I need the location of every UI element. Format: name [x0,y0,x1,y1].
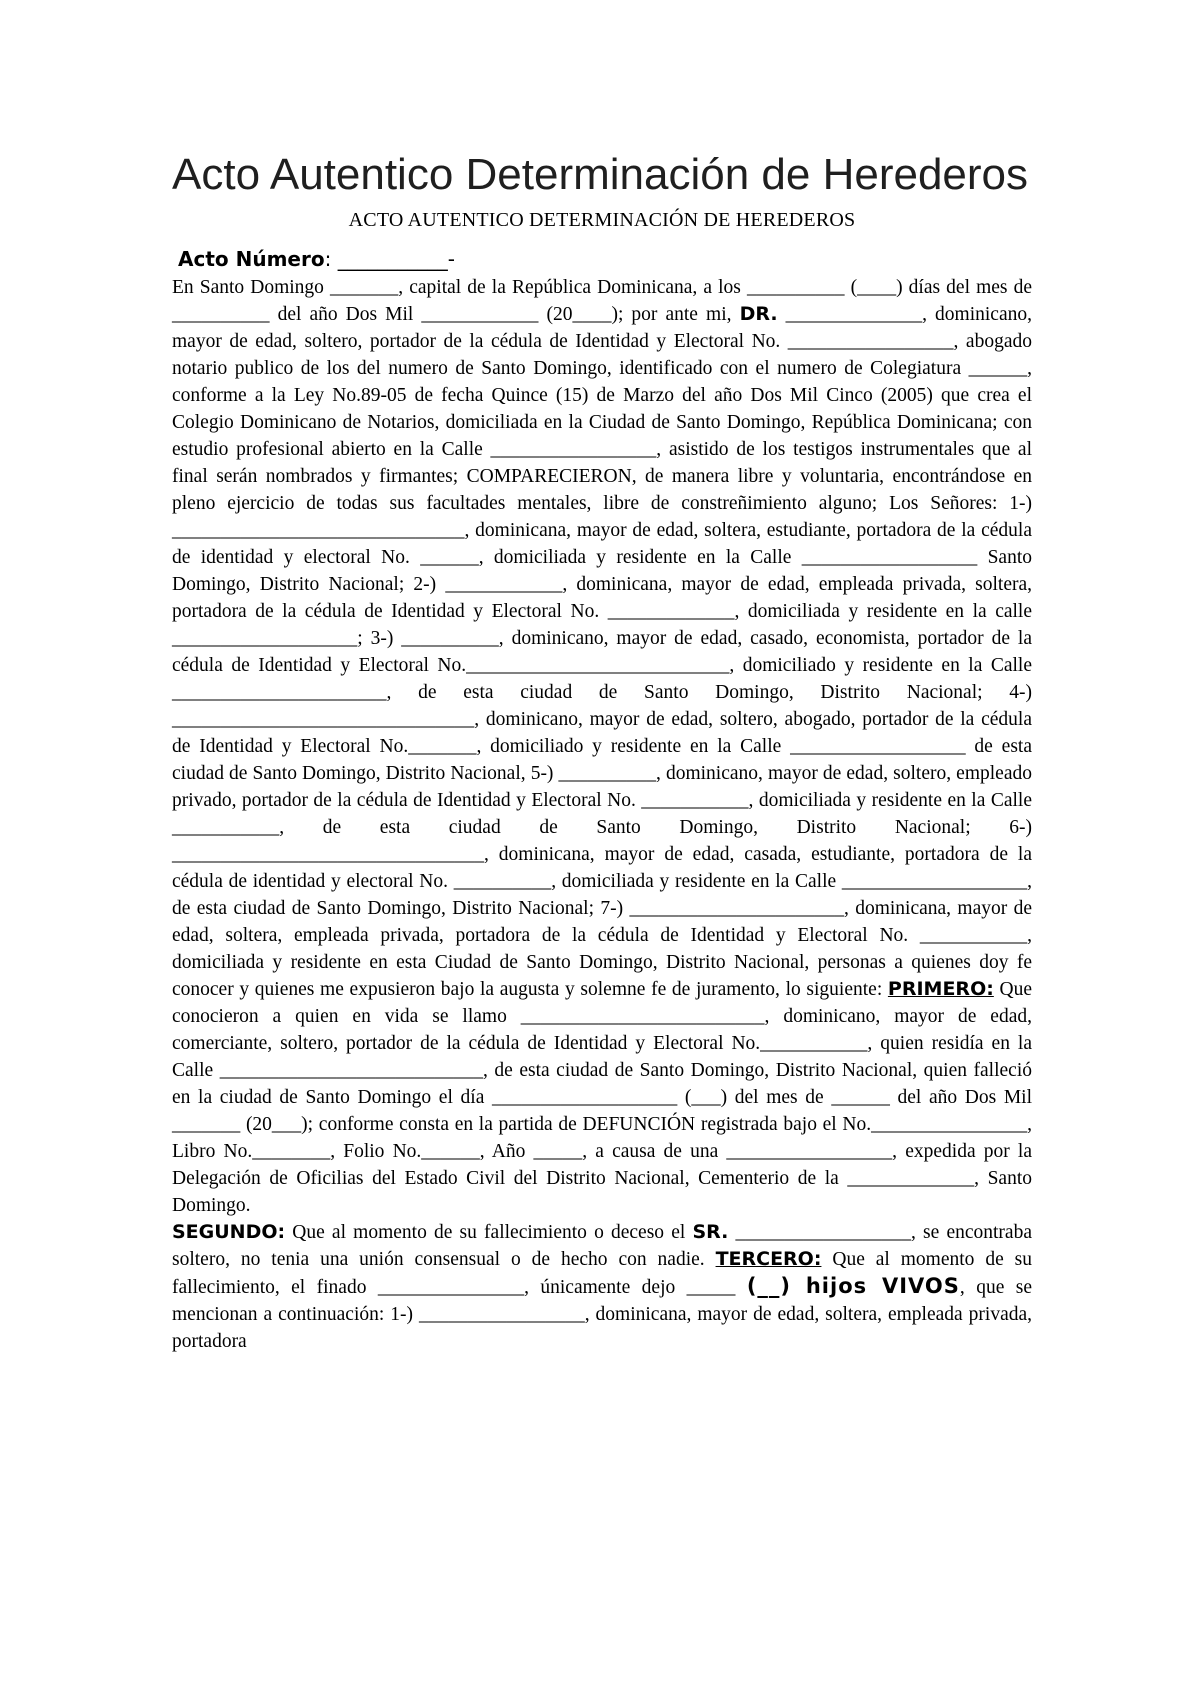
document-title: Acto Autentico Determinación de Herederos [172,150,1029,199]
acto-number-label: Acto Número [178,247,325,271]
primero-text: Que conocieron a quien en vida se llamo _________________________, dominicano, mayor de edad, comerciante, soltero, portador de la cédula de Identidad y Electoral No.___________, quien residía en la Calle ___________________________, de esta ciudad de Santo Domingo, Distrito Nacional, quien falleció en la ciudad de Santo Domingo el día ___________________ (___) del mes de ______ del año Dos Mil _______ (20___); conforme consta en la partida de DEFUNCIÓN registrada bajo el No.________________, Libro No.________, Folio No.______, Año _____, a causa de una _________________, expedida por la Delegación de Oficilias del Estado Civil del Distrito Nacional, Cementerio de la _____________, Santo Domingo. [172,979,1032,1216]
segundo-label: SEGUNDO: [172,1221,286,1243]
hijos-vivos-label: (__) hijos VIVOS [746,1274,960,1298]
primero-label: PRIMERO: [887,978,994,1000]
document-body [172,274,1032,1355]
segundo-text: Que al momento de su fallecimiento o deceso el [285,1222,693,1243]
dr-label: DR. [739,303,778,325]
acto-number-value: : ___________- [324,247,455,271]
segundo-text-2: __________________, se encontraba soltero, no tenia una unión consensual o de hecho con nadie. [172,1222,1032,1270]
body-paragraph-1 [172,274,1032,1219]
sr-label: SR. [692,1221,729,1243]
intro-text: En Santo Domingo _______, capital de la República Dominicana, a los __________ (____) días del mes de __________ del año Dos Mil ____________ (20____); por ante mi, [172,277,1032,325]
tercero-text: Que al momento de su fallecimiento, el finado _______________, únicamente dejo _____ [172,1249,1032,1298]
tercero-text-2: , que se mencionan a continuación: 1-) _________________, dominicana, mayor de edad, soltera, empleada privada, portadora [172,1277,1032,1352]
comparecientes-text: ______________, dominicano, mayor de edad, soltero, portador de la cédula de Identidad y Electoral No. _________________, abogado notario publico de los del numero de Santo Domingo, identificado con el numero de Colegiatura ______, conforme a la Ley No.89-05 de fecha Quince (15) de Marzo del año Dos Mil Cinco (2005) que crea el Colegio Dominicano de Notarios, domiciliada en la Ciudad de Santo Domingo, República Dominicana; con estudio profesional abierto en la Calle _________________, asistido de los testigos instrumentales que al final serán nombrados y firmantes; COMPARECIERON, de manera libre y voluntaria, encontrándose en pleno ejercicio de todas sus facultades mentales, libre de constreñimiento alguno; Los Señores: 1-) ______________________________, dominicana, mayor de edad, soltera, estudiante, portadora de la cédula de identidad y electoral No. ______, domiciliada y residente en la Calle __________________ Santo Domingo, Distrito Nacional; 2-) ____________, dominicana, mayor de edad, empleada privada, soltera, portadora de la cédula de Identidad y Electoral No. _____________, domiciliada y residente en la calle ___________________; 3-) __________, dominicano, mayor de edad, casado, economista, portador de la cédula de Identidad y Electoral No.___________________________, domiciliado y residente en la Calle ______________________, de esta ciudad de Santo Domingo, Distrito Nacional; 4-) _______________________________, dominicano, mayor de edad, soltero, abogado, portador de la cédula de Identidad y Electoral No._______, domiciliado y residente en la Calle __________________ de esta ciudad de Santo Domingo, Distrito Nacional, 5-) __________, dominicano, mayor de edad, soltero, empleado privado, portador de la cédula de Identidad y Electoral No. ___________, domiciliada y residente en la Calle ___________, de esta ciudad de Santo Domingo, Distrito Nacional; 6-) ________________________________, dominicana, mayor de edad, casada, estudiante, portadora de la cédula de identidad y electoral No. __________, domiciliada y residente en la Calle ___________________, de esta ciudad de Santo Domingo, Distrito Nacional; 7-) ______________________, dominicana, mayor de edad, soltera, empleada privada, portadora de la cédula de Identidad y Electoral No. ___________, domiciliada y residente en esta Ciudad de Santo Domingo, Distrito Nacional, personas a quienes doy fe conocer y quienes me expusieron bajo la augusta y solemne fe de juramento, lo siguiente: [172,304,1032,1000]
tercero-label: TERCERO: [715,1248,822,1270]
acto-number-line [178,244,1032,274]
document-heading: ACTO AUTENTICO DETERMINACIÓN DE HEREDEROS [348,209,856,231]
body-paragraph-2 [172,1219,1032,1355]
